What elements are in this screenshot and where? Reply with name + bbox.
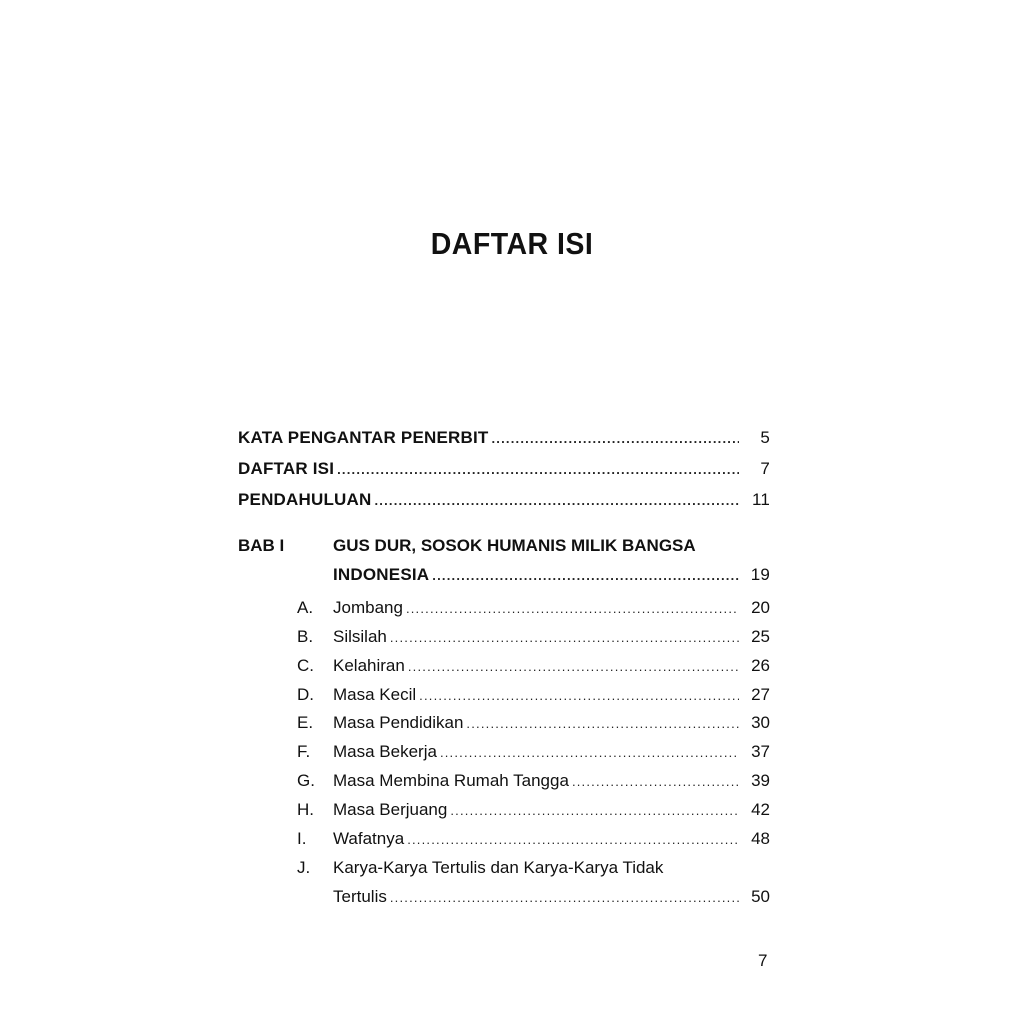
section-letter: E. xyxy=(297,713,314,732)
toc-entry-page: 5 xyxy=(760,428,770,447)
toc-entry-section xyxy=(333,626,770,649)
toc-entry-label: DAFTAR ISI xyxy=(238,459,335,478)
section-letter: A. xyxy=(297,598,314,617)
section-page: 39 xyxy=(751,771,770,790)
section-page: 25 xyxy=(751,627,770,646)
dot-leader xyxy=(374,490,739,512)
section-letter: H. xyxy=(297,800,314,819)
section-letter: J. xyxy=(297,858,311,877)
section-label: Masa Berjuang xyxy=(333,800,448,819)
section-label: Kelahiran xyxy=(333,656,405,675)
toc-entry-pendahuluan xyxy=(238,489,770,512)
section-page: 20 xyxy=(751,598,770,617)
page-number: 7 xyxy=(758,951,768,970)
dot-leader xyxy=(450,800,739,822)
dot-leader xyxy=(390,887,739,909)
section-label: Masa Bekerja xyxy=(333,742,437,761)
section-letter: C. xyxy=(297,656,314,675)
toc-entry-daftar-isi xyxy=(238,458,770,481)
toc-entry-section xyxy=(333,886,770,909)
dot-leader xyxy=(337,459,739,481)
toc-entry-section xyxy=(333,770,770,793)
section-page: 26 xyxy=(751,656,770,675)
chapter-label: BAB I xyxy=(238,536,285,555)
section-page: 42 xyxy=(751,800,770,819)
dot-leader xyxy=(466,713,739,735)
section-letter: D. xyxy=(297,685,314,704)
dot-leader xyxy=(572,771,739,793)
toc-entry-page: 11 xyxy=(751,490,770,509)
chapter-title-line1: GUS DUR, SOSOK HUMANIS MILIK BANGSA xyxy=(333,536,696,555)
section-label: Masa Kecil xyxy=(333,685,417,704)
toc-entry-section xyxy=(333,597,770,620)
section-page: 30 xyxy=(751,713,770,732)
section-letter: F. xyxy=(297,742,311,761)
toc-entry-section xyxy=(333,828,770,851)
toc-entry-section xyxy=(333,741,770,764)
toc-entry-label: KATA PENGANTAR PENERBIT xyxy=(238,428,489,447)
toc-entry-section xyxy=(333,712,770,735)
dot-leader xyxy=(432,565,739,587)
dot-leader xyxy=(440,742,739,764)
dot-leader xyxy=(406,598,739,620)
section-page: 50 xyxy=(751,887,770,906)
section-letter: I. xyxy=(297,829,307,848)
section-label: Wafatnya xyxy=(333,829,405,848)
section-page: 27 xyxy=(751,685,770,704)
dot-leader xyxy=(390,627,739,649)
dot-leader xyxy=(408,656,739,678)
section-page: 48 xyxy=(751,829,770,848)
toc-entry-kata-pengantar xyxy=(238,427,770,450)
toc-entry-page: 7 xyxy=(760,459,770,478)
section-label: Silsilah xyxy=(333,627,387,646)
section-label: Masa Pendidikan xyxy=(333,713,464,732)
page-title: DAFTAR ISI xyxy=(430,226,594,261)
toc-entry-chapter xyxy=(333,564,770,587)
section-letter: G. xyxy=(297,771,315,790)
toc-entry-section xyxy=(333,684,770,707)
section-label-line1: Karya-Karya Tertulis dan Karya-Karya Tidak xyxy=(333,858,664,877)
dot-leader xyxy=(419,685,739,707)
dot-leader xyxy=(407,829,739,851)
section-page: 37 xyxy=(751,742,770,761)
section-letter: B. xyxy=(297,627,314,646)
toc-entry-label: PENDAHULUAN xyxy=(238,490,372,509)
section-label-line2: Tertulis xyxy=(333,887,387,906)
chapter-title-line2: INDONESIA xyxy=(333,565,430,584)
toc-entry-section xyxy=(333,799,770,822)
dot-leader xyxy=(491,428,739,450)
section-label: Masa Membina Rumah Tangga xyxy=(333,771,569,790)
section-label: Jombang xyxy=(333,598,403,617)
toc-entry-page: 19 xyxy=(750,565,770,584)
toc-entry-section xyxy=(333,655,770,678)
